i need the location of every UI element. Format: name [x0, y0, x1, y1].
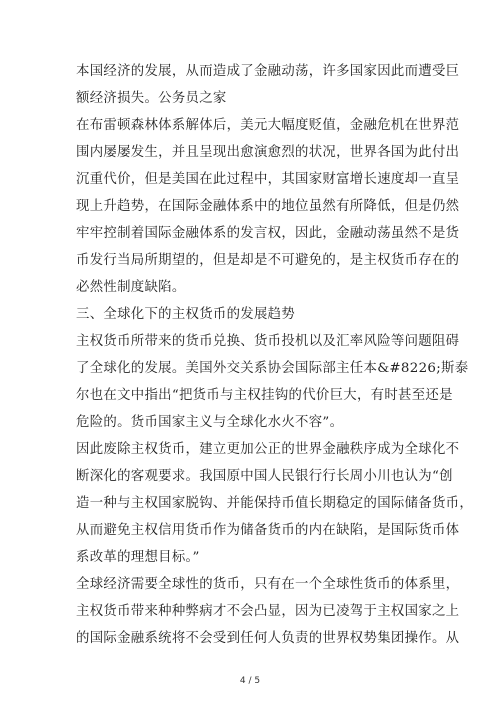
- text-line: 现上升趋势，在国际金融体系中的地位虽然有所降低，但是仍然: [76, 199, 460, 214]
- text-line: 因此废除主权货币，建立更加公正的世界金融秩序成为全球化不: [76, 442, 460, 457]
- text-line: 额经济损失。公务员之家: [76, 91, 227, 106]
- text-line: 造一种与主权国家脱钩、并能保持币值长期稳定的国际储备货币，: [76, 496, 474, 511]
- page-number: 4 / 5: [239, 676, 261, 686]
- text-line: 主权货币带来种种弊病才不会凸显，因为已凌驾于主权国家之上: [76, 604, 460, 619]
- text-line: 沉重代价，但是美国在此过程中，其国家财富增长速度却一直呈: [76, 172, 460, 187]
- text-line: 尔也在文中指出“把货币与主权挂钩的代价巨大，有时甚至还是: [76, 388, 453, 403]
- text-line: 在布雷顿森林体系解体后，美元大幅度贬值，金融危机在世界范: [76, 118, 460, 133]
- text-line: 的国际金融系统将不会受到任何人负责的世界权势集团操作。从: [76, 631, 460, 646]
- section-heading: 三、全球化下的主权货币的发展趋势: [76, 307, 296, 322]
- text-line: 断深化的客观要求。我国原中国人民银行行长周小川也认为“创: [76, 469, 453, 484]
- text-line: 本国经济的发展，从而造成了金融动荡，许多国家因此而遭受巨: [76, 64, 460, 79]
- text-line: 全球经济需要全球性的货币，只有在一个全球性货币的体系里，: [76, 577, 460, 592]
- text-line: 币发行当局所期望的，但是却是不可避免的，是主权货币存在的: [76, 253, 460, 268]
- text-line: 主权货币所带来的货币兑换、货币投机以及汇率风险等问题阻碍: [76, 334, 460, 349]
- text-line: 了全球化的发展。美国外交关系协会国际部主任本&#8226;斯泰: [76, 361, 469, 376]
- text-line: 牢牢控制着国际金融体系的发言权，因此，金融动荡虽然不是货: [76, 226, 460, 241]
- text-line: 围内屡屡发生，并且呈现出愈演愈烈的状况，世界各国为此付出: [76, 145, 460, 160]
- text-line: 从而避免主权信用货币作为储备货币的内在缺陷，是国际货币体: [76, 523, 460, 538]
- text-line: 系改革的理想目标。”: [76, 550, 200, 565]
- text-line: 危险的。货币国家主义与全球化水火不容”。: [76, 415, 344, 430]
- text-line: 必然性制度缺陷。: [76, 280, 186, 295]
